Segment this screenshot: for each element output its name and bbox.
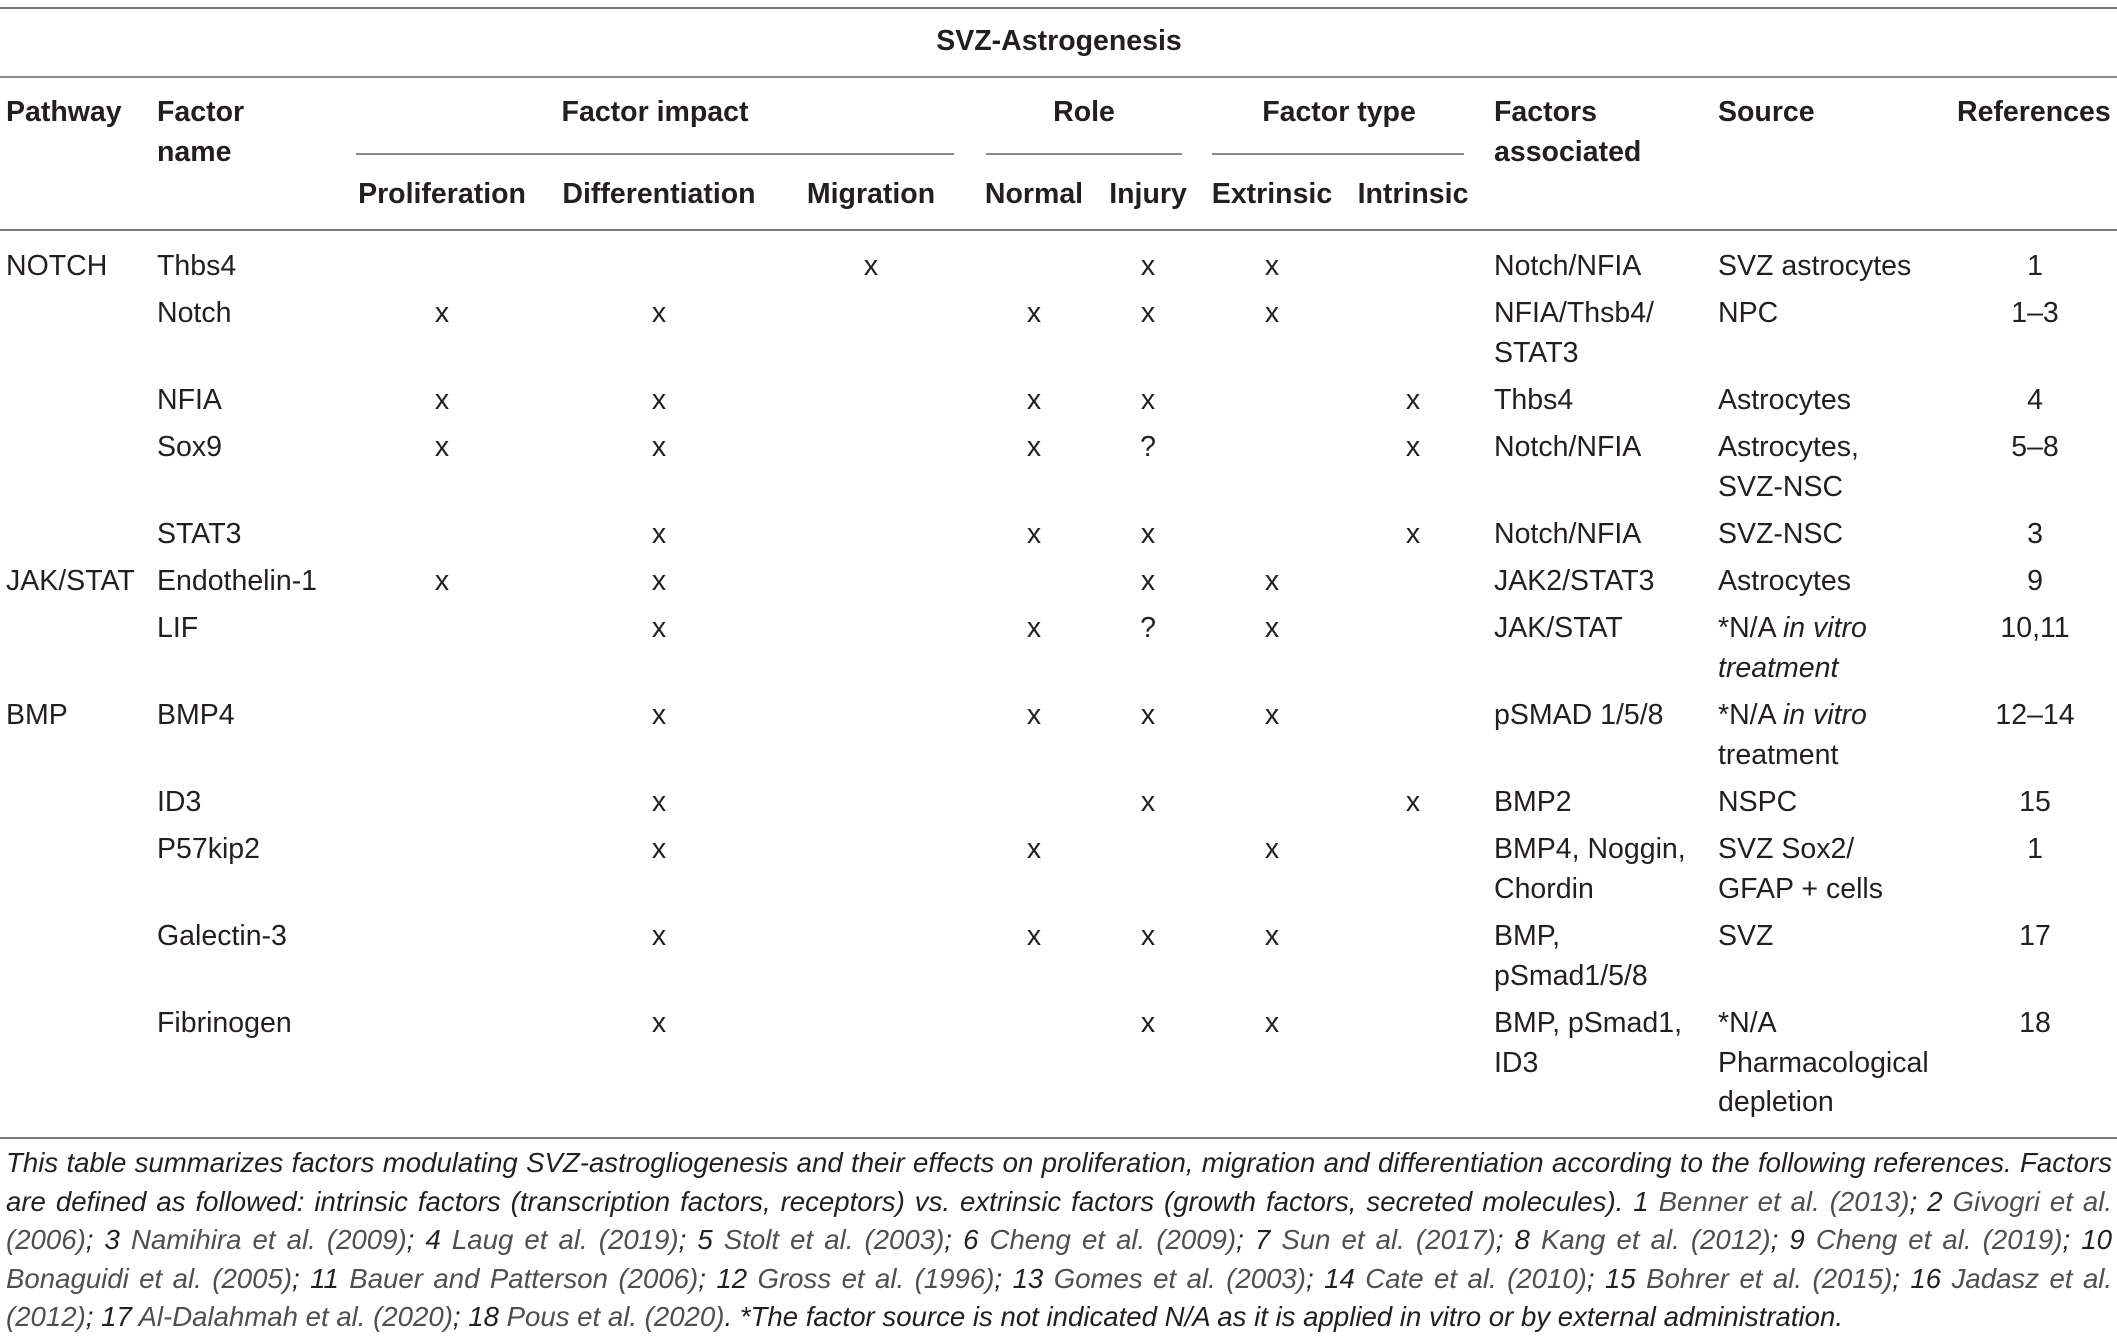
source-text: Pharmacological xyxy=(1718,1046,1929,1079)
source-line xyxy=(1718,829,1854,869)
proliferation-mark: x xyxy=(434,297,450,329)
footnote-ref-number: 12 xyxy=(716,1262,748,1294)
differentiation-mark: x xyxy=(651,297,667,329)
footnote-citation-link[interactable]: Pous et al. (2020) xyxy=(506,1301,725,1332)
normal-mark: x xyxy=(1026,384,1042,416)
source-text: Astrocytes xyxy=(1718,384,1852,416)
source-text: Astrocytes xyxy=(1718,565,1852,597)
header-injury: Injury xyxy=(1109,178,1187,210)
factor-name-cell: Sox9 xyxy=(157,431,222,463)
injury-mark: x xyxy=(1140,384,1156,416)
top-rule xyxy=(0,7,2117,9)
normal-mark: x xyxy=(1026,297,1042,329)
source-italic-text: treatment xyxy=(1718,651,1839,684)
intrinsic-mark: x xyxy=(1405,384,1421,416)
pathway-cell: NOTCH xyxy=(6,250,108,282)
footnote-citation-link[interactable]: Sun et al. (2017) xyxy=(1281,1224,1496,1255)
source-line xyxy=(1718,1082,1834,1122)
footnote-ref-number: 13 xyxy=(1012,1262,1044,1294)
factor-impact-rule xyxy=(356,153,954,155)
extrinsic-mark: x xyxy=(1264,699,1280,731)
factors-associated-line: BMP4, Noggin, xyxy=(1494,833,1686,865)
footnote-ref-number: 17 xyxy=(101,1301,132,1332)
normal-mark: x xyxy=(1026,431,1042,463)
intrinsic-mark: x xyxy=(1405,431,1421,463)
extrinsic-mark: x xyxy=(1264,565,1280,597)
factors-associated-line: BMP, pSmad1, xyxy=(1494,1007,1682,1039)
factors-associated-line: Notch/NFIA xyxy=(1494,518,1642,550)
proliferation-mark: x xyxy=(434,384,450,416)
footnote-citation-link[interactable]: Al-Dalahmah et al. (2020) xyxy=(138,1301,453,1332)
footnote-ref-number: 15 xyxy=(1605,1262,1636,1294)
factor-name-cell: NFIA xyxy=(157,384,222,416)
table-bottom-rule xyxy=(0,1137,2117,1139)
references-cell: 5–8 xyxy=(2011,431,2059,463)
source-line xyxy=(1718,427,1859,467)
source-text: *N/A xyxy=(1718,699,1783,731)
references-cell: 15 xyxy=(2019,786,2051,818)
footnote-references: 1 Benner et al. (2013); 2 Givogri et al. (2006); 3 Namihira et al. (2009); 4 Laug et al. (2019); 5 Stolt et al. (2003); 6 Cheng et al. (2009); 7 Sun et al. (2017); 8 Kang et al. (2012); 9 Cheng et al. (2019); 10 Bonaguidi et al. (2005); 11 Bauer and Patterson (2006); 12 Gross et al. (1996); 13 Gomes et al. (2003); 14 Cate et al. (2010); 15 Bohrer et al. (2015); 16 Jadasz et al. (2012); 17 Al-Dalahmah et al. (2020); 18 Pous et al. (2020). xyxy=(6,1185,2113,1332)
footnote-ref-number: 14 xyxy=(1324,1262,1355,1294)
table-caption: SVZ-Astrogenesis xyxy=(936,25,1182,57)
factors-associated-line: Notch/NFIA xyxy=(1494,250,1642,282)
source-text: depletion xyxy=(1718,1086,1834,1118)
footnote-ref-number: 18 xyxy=(468,1301,499,1332)
factor-name-cell: Thbs4 xyxy=(157,250,237,282)
footnote-ref-number: 5 xyxy=(697,1224,713,1255)
footnote-citation-link[interactable]: Cheng et al. (2019) xyxy=(1815,1224,2063,1255)
extrinsic-mark: x xyxy=(1264,612,1280,644)
references-cell: 12–14 xyxy=(1995,699,2075,731)
factor-name-cell: LIF xyxy=(157,612,199,644)
footnote-citation-link[interactable]: Givogri et al. (2006) xyxy=(6,1185,2112,1255)
injury-mark: x xyxy=(1140,1007,1156,1039)
footnote-ref-number: 9 xyxy=(1789,1224,1805,1255)
source-text: *N/A xyxy=(1718,612,1783,644)
factors-associated-line: Thbs4 xyxy=(1494,384,1574,416)
source-text: treatment xyxy=(1718,738,1839,771)
differentiation-mark: x xyxy=(651,565,667,597)
footnote-citation-link[interactable]: Gross et al. (1996) xyxy=(757,1262,995,1294)
header-source: Source xyxy=(1718,96,1815,128)
source-text: GFAP + cells xyxy=(1718,872,1884,905)
footnote-citation-link[interactable]: Jadasz et al. (2012) xyxy=(6,1262,2113,1332)
source-line xyxy=(1718,608,1867,648)
footnote-citation-link[interactable]: Bonaguidi et al. (2005) xyxy=(6,1262,293,1294)
factor-name-cell: STAT3 xyxy=(157,518,242,550)
source-line xyxy=(1718,380,1851,420)
differentiation-mark: x xyxy=(651,1007,667,1039)
footnote-ref-number: 10 xyxy=(2081,1224,2112,1255)
footnote-citation-link[interactable]: Gomes et al. (2003) xyxy=(1053,1262,1306,1294)
factor-name-cell: BMP4 xyxy=(157,699,235,731)
references-cell: 4 xyxy=(2027,384,2043,416)
references-cell: 17 xyxy=(2019,920,2051,952)
header-extrinsic: Extrinsic xyxy=(1211,178,1333,210)
differentiation-mark: x xyxy=(651,612,667,644)
footnote-ref-number: 7 xyxy=(1254,1224,1271,1255)
source-text: *N/A xyxy=(1718,1007,1777,1039)
differentiation-mark: x xyxy=(651,786,667,818)
migration-mark: x xyxy=(863,250,879,282)
header-migration: Migration xyxy=(806,178,936,210)
factor-name-cell: ID3 xyxy=(157,786,202,818)
injury-mark: x xyxy=(1140,518,1156,550)
injury-mark: x xyxy=(1140,699,1156,731)
footnote-citation-link[interactable]: Stolt et al. (2003) xyxy=(723,1224,945,1255)
footnote-ref-number: 11 xyxy=(310,1262,339,1294)
factors-associated-line: pSMAD 1/5/8 xyxy=(1494,699,1664,731)
header-factor-name-line1: Factor xyxy=(157,96,245,128)
factors-associated-line: BMP2 xyxy=(1494,786,1572,818)
source-line xyxy=(1718,648,1838,688)
header-differentiation: Differentiation xyxy=(562,178,756,210)
footnote-ref-number: 1 xyxy=(1633,1185,1649,1217)
source-text: NPC xyxy=(1718,297,1779,329)
normal-mark: x xyxy=(1026,699,1042,731)
differentiation-mark: x xyxy=(651,384,667,416)
source-text: SVZ-NSC xyxy=(1718,470,1844,503)
footnote-citation-link[interactable]: Bohrer et al. (2015) xyxy=(1646,1262,1893,1294)
factors-associated-line: BMP, xyxy=(1494,920,1561,952)
references-cell: 10,11 xyxy=(2000,612,2070,644)
header-factor-type: Factor type xyxy=(1262,96,1416,128)
differentiation-mark: x xyxy=(651,518,667,550)
source-line xyxy=(1718,293,1778,333)
source-text: Astrocytes, xyxy=(1718,431,1859,463)
source-line xyxy=(1718,1043,1929,1083)
injury-mark: ? xyxy=(1140,431,1156,463)
source-text: SVZ astrocytes xyxy=(1718,250,1912,282)
factor-name-cell: Endothelin-1 xyxy=(157,565,318,597)
differentiation-mark: x xyxy=(651,431,667,463)
footnote-citation-link[interactable]: Bauer and Patterson (2006) xyxy=(349,1262,699,1294)
source-line xyxy=(1718,246,1911,286)
header-factors-associated-line2: associated xyxy=(1494,136,1642,168)
injury-mark: x xyxy=(1140,565,1156,597)
injury-mark: x xyxy=(1140,920,1156,952)
header-factor-impact: Factor impact xyxy=(561,96,749,128)
footnote-citation-link[interactable]: Laug et al. (2019) xyxy=(451,1224,679,1255)
injury-mark: x xyxy=(1140,786,1156,818)
references-cell: 1–3 xyxy=(2011,297,2059,329)
header-factors-associated-line1: Factors xyxy=(1494,96,1597,128)
extrinsic-mark: x xyxy=(1264,920,1280,952)
normal-mark: x xyxy=(1026,920,1042,952)
header-role: Role xyxy=(1053,96,1115,128)
caption-rule xyxy=(0,76,2117,78)
factor-type-rule xyxy=(1212,153,1464,155)
footnote-citation-link[interactable]: Cate et al. (2010) xyxy=(1365,1262,1587,1294)
source-line xyxy=(1718,916,1773,956)
source-line xyxy=(1718,561,1851,601)
intrinsic-mark: x xyxy=(1405,518,1421,550)
footnote-ref-number: 4 xyxy=(425,1224,441,1255)
source-line xyxy=(1718,695,1867,735)
factor-name-cell: Notch xyxy=(157,297,232,329)
source-line xyxy=(1718,782,1797,822)
proliferation-mark: x xyxy=(434,565,450,597)
header-bottom-rule xyxy=(0,229,2117,231)
factor-name-cell: P57kip2 xyxy=(157,833,260,865)
footnote-citation-link[interactable]: Kang et al. (2012) xyxy=(1540,1224,1771,1255)
header-proliferation: Proliferation xyxy=(358,178,526,210)
differentiation-mark: x xyxy=(651,833,667,865)
references-cell: 9 xyxy=(2027,565,2043,597)
source-text: SVZ-NSC xyxy=(1718,518,1844,550)
references-cell: 1 xyxy=(2027,250,2043,282)
extrinsic-mark: x xyxy=(1264,297,1280,329)
normal-mark: x xyxy=(1026,833,1042,865)
source-text: SVZ xyxy=(1718,920,1774,952)
intrinsic-mark: x xyxy=(1405,786,1421,818)
source-italic-text: in vitro xyxy=(1782,699,1867,731)
source-line xyxy=(1718,514,1843,554)
header-normal: Normal xyxy=(984,178,1084,210)
normal-mark: x xyxy=(1026,518,1042,550)
injury-mark: ? xyxy=(1140,612,1156,644)
source-text: NSPC xyxy=(1718,786,1798,818)
footnote-ref-number: 6 xyxy=(963,1224,979,1255)
factors-associated-line: JAK2/STAT3 xyxy=(1494,565,1655,597)
footnote-citation-link[interactable]: Benner et al. (2013) xyxy=(1658,1185,1910,1217)
extrinsic-mark: x xyxy=(1264,250,1280,282)
source-line xyxy=(1718,735,1838,775)
footnote-citation-link[interactable]: Cheng et al. (2009) xyxy=(989,1224,1237,1255)
differentiation-mark: x xyxy=(651,699,667,731)
references-cell: 18 xyxy=(2019,1007,2051,1039)
differentiation-mark: x xyxy=(651,920,667,952)
factors-associated-line: STAT3 xyxy=(1494,336,1579,369)
factors-associated-line: Notch/NFIA xyxy=(1494,431,1642,463)
footnote-ref-number: 16 xyxy=(1910,1262,1942,1294)
pathway-cell: JAK/STAT xyxy=(6,565,135,597)
header-references: References xyxy=(1957,96,2111,128)
footnote-ref-number: 8 xyxy=(1514,1224,1530,1255)
footnote-citation-link[interactable]: Namihira et al. (2009) xyxy=(131,1224,407,1255)
references-cell: 1 xyxy=(2027,833,2043,865)
footnote-intro: This table summarizes factors modulating SVZ-astrogliogenesis and their effects on proliferation, migration and differentiation according to the following references. Factors are defined as followed: intrinsic factors (transcription factors, receptors) vs. extrinsic factors (growth factors, secreted molecules). xyxy=(6,1147,2112,1217)
factors-associated-line: JAK/STAT xyxy=(1494,612,1623,644)
normal-mark: x xyxy=(1026,612,1042,644)
footnote-ref-number: 2 xyxy=(1927,1185,1943,1217)
header-intrinsic: Intrinsic xyxy=(1357,178,1469,210)
factor-name-cell: Fibrinogen xyxy=(157,1007,292,1039)
references-cell: 3 xyxy=(2027,518,2043,550)
source-line xyxy=(1718,1003,1777,1043)
factors-associated-line: pSmad1/5/8 xyxy=(1494,959,1648,992)
pathway-cell: BMP xyxy=(6,699,68,731)
source-line xyxy=(1718,869,1883,909)
role-rule xyxy=(986,153,1182,155)
source-text: SVZ Sox2/ xyxy=(1718,833,1855,865)
footnote-ref-number: 3 xyxy=(104,1224,120,1255)
injury-mark: x xyxy=(1140,250,1156,282)
source-line xyxy=(1718,467,1843,507)
header-pathway: Pathway xyxy=(6,96,122,128)
factors-associated-line: ID3 xyxy=(1494,1046,1539,1079)
extrinsic-mark: x xyxy=(1264,1007,1280,1039)
extrinsic-mark: x xyxy=(1264,833,1280,865)
injury-mark: x xyxy=(1140,297,1156,329)
source-italic-text: in vitro xyxy=(1782,612,1867,644)
factor-name-cell: Galectin-3 xyxy=(157,920,287,952)
header-factor-name-line2: name xyxy=(157,136,232,168)
footnote-na-note: *The factor source is not indicated N/A as it is applied in vitro or by external administration. xyxy=(739,1301,1844,1332)
proliferation-mark: x xyxy=(434,431,450,463)
table-footnote xyxy=(6,1144,2112,1337)
factors-associated-line: NFIA/Thsb4/ xyxy=(1494,297,1654,329)
factors-associated-line: Chordin xyxy=(1494,872,1594,905)
